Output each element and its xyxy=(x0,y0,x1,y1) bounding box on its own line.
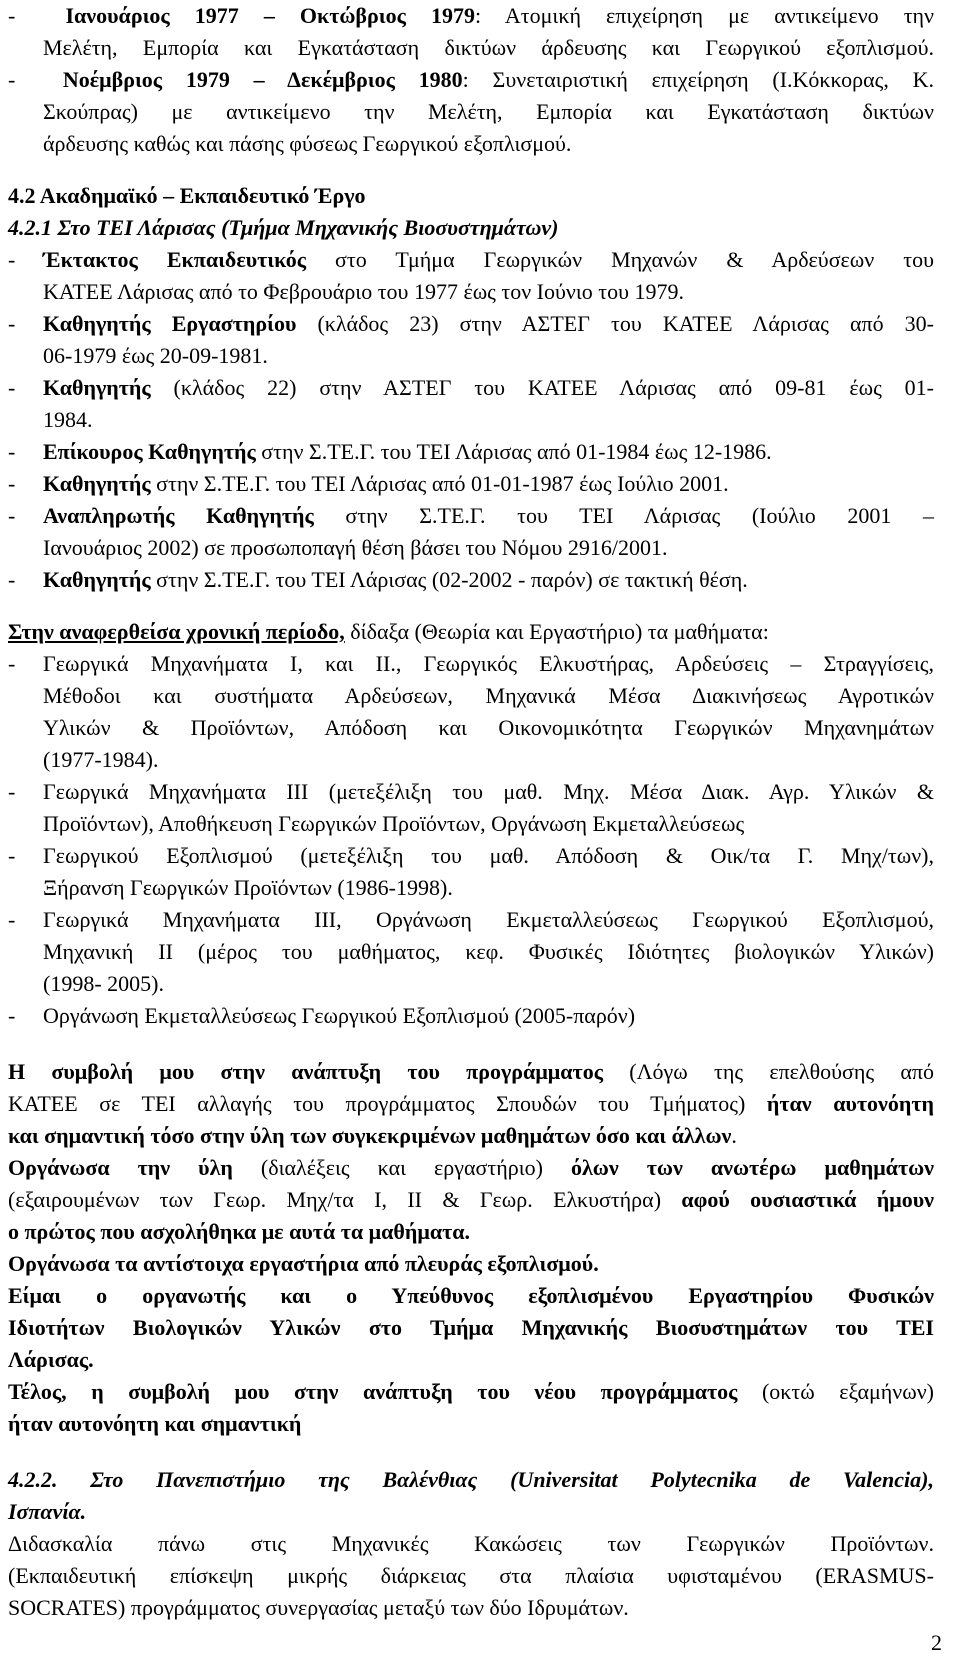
subsection-heading-cont: Ισπανία. xyxy=(8,1499,87,1524)
course-item-cont: Μηχανική ΙΙ (μέρος του μαθήματος, κεφ. Φυσικές Ιδιότητες βιολογικών Υλικών) xyxy=(43,939,934,964)
item-text: Γεωργικά Μηχανήματα ΙΙΙ (μετεξέλιξη του μαθ. Μηχ. Μέσα Διακ. Αγρ. Υλικών & xyxy=(43,779,934,804)
position-title: Καθηγητής xyxy=(43,375,151,400)
contribution-line xyxy=(8,1120,934,1152)
course-item-cont: Προϊόντων), Αποθήκευση Γεωργικών Προϊόντων, Οργάνωση Εκμεταλλεύσεως xyxy=(43,811,745,836)
position-item-cont: Ιανουάριος 2002) σε προσωποπαγή θέση βάσει του Νόμου 2916/2001. xyxy=(43,535,668,560)
position-title: Καθηγητής xyxy=(43,471,151,496)
period-label: Νοέμβριος 1979 – Δεκέμβριος 1980 xyxy=(62,67,463,92)
dash-bullet: - xyxy=(8,651,16,676)
body-line: (Εκπαιδευτική επίσκεψη μικρής διάρκειας στα πλαίσια υφισταμένου (ERASMUS- xyxy=(8,1563,934,1588)
dash-bullet: - xyxy=(8,311,16,336)
item-text: : Ατομική επιχείρηση με αντικείμενο την xyxy=(474,3,935,28)
dash-bullet: - xyxy=(8,67,63,92)
contribution-line: Ιδιοτήτων Βιολογικών Υλικών στο Τμήμα Μηχανικής Βιοσυστημάτων του ΤΕΙ xyxy=(8,1315,934,1340)
position-item-cont: ΚΑΤΕΕ Λάρισας από το Φεβρουάριο του 1977 έως τον Ιούνιο του 1979. xyxy=(43,279,684,304)
course-item-cont: Ξήρανση Γεωργικών Προϊόντων (1986-1998). xyxy=(43,875,453,900)
item-text: : Συνεταιριστική επιχείρηση (Ι.Κόκκορας, Κ. xyxy=(462,67,934,92)
position-item xyxy=(8,244,934,276)
dash-bullet: - xyxy=(8,1003,16,1028)
subsection-heading: 4.2.1 Στο ΤΕΙ Λάρισας (Τμήμα Μηχανικής Βιοσυστημάτων) xyxy=(8,215,559,240)
contribution-line: Είμαι ο οργανωτής και ο Υπεύθυνος εξοπλισμένου Εργαστηρίου Φυσικών xyxy=(8,1283,934,1308)
position-item xyxy=(8,468,934,500)
position-title: Καθηγητής xyxy=(43,567,151,592)
position-item xyxy=(8,372,934,404)
courses-intro xyxy=(8,616,934,648)
course-item xyxy=(8,648,934,680)
dash-bullet: - xyxy=(8,375,16,400)
item-text: (κλάδος 22) στην ΑΣΤΕΓ του ΚΑΤΕΕ Λάρισας από 09-81 έως 01- xyxy=(150,375,934,400)
employment-item-1-cont: Μελέτη, Εμπορία και Εγκατάσταση δικτύων άρδευσης και Γεωργικού εξοπλισμού. xyxy=(43,35,934,60)
course-item xyxy=(8,840,934,872)
course-item xyxy=(8,1000,934,1032)
period-label: Ιανουάριος 1977 – Οκτώβριος 1979 xyxy=(65,3,475,28)
dash-bullet: - xyxy=(8,779,16,804)
body-text: (εξαιρουμένων των Γεωρ. Μηχ/τα Ι, ΙΙ & Γεωρ. Ελκυστήρα) xyxy=(8,1187,682,1212)
item-text: Γεωργικού Εξοπλισμού (μετεξέλιξη του μαθ. Απόδοση & Οικ/τα Γ. Μηχ/των), xyxy=(43,843,934,868)
course-item-cont: Υλικών & Προϊόντων, Απόδοση και Οικονομικότητα Γεωργικών Μηχανημάτων xyxy=(43,715,934,740)
subsection-heading: 4.2.2. Στο Πανεπιστήμιο της Βαλένθιας (Universitat Polytecnika de Valencia), xyxy=(8,1467,934,1492)
body-text: ΚΑΤΕΕ σε ΤΕΙ αλλαγής του προγράμματος Σπουδών του Τμήματος) xyxy=(8,1091,767,1116)
item-text: στην Σ.ΤΕ.Γ. του ΤΕΙ Λάρισας από 01-1984 έως 12-1986. xyxy=(255,439,772,464)
position-item-cont: 1984. xyxy=(43,407,93,432)
contribution-line xyxy=(8,1152,934,1184)
employment-item-1 xyxy=(8,0,934,32)
dash-bullet: - xyxy=(8,907,16,932)
bold-text: όλων των ανωτέρω μαθημάτων xyxy=(571,1155,934,1180)
bold-text: αφού ουσιαστικά ήμουν xyxy=(681,1187,934,1212)
section-heading: 4.2 Ακαδημαϊκό – Εκπαιδευτικό Έργο xyxy=(8,183,366,208)
contribution-line xyxy=(8,1376,934,1408)
item-text: (κλάδος 23) στην ΑΣΤΕΓ του ΚΑΤΕΕ Λάρισας από 30- xyxy=(296,311,934,336)
employment-item-2-cont: άρδευσης καθώς και πάσης φύσεως Γεωργικού εξοπλισμού. xyxy=(43,131,572,156)
course-item xyxy=(8,904,934,936)
position-item-cont: 06-1979 έως 20-09-1981. xyxy=(43,343,268,368)
page-number: 2 xyxy=(931,1630,942,1655)
item-text: Οργάνωση Εκμεταλλεύσεως Γεωργικού Εξοπλισμού (2005-παρόν) xyxy=(43,1003,636,1028)
position-title: Αναπληρωτής Καθηγητής xyxy=(43,503,314,528)
body-text: . xyxy=(731,1123,737,1148)
item-text: στην Σ.ΤΕ.Γ. του ΤΕΙ Λάρισας (02-2002 - παρόν) σε τακτική θέση. xyxy=(150,567,748,592)
position-item xyxy=(8,436,934,468)
course-item-cont: (1977-1984). xyxy=(43,747,159,772)
position-title: Καθηγητής Εργαστηρίου xyxy=(43,311,297,336)
courses-intro-bold: Στην αναφερθείσα χρονική περίοδο, xyxy=(8,619,345,644)
position-title: Επίκουρος Καθηγητής xyxy=(43,439,256,464)
contribution-line xyxy=(8,1184,934,1216)
contribution-line xyxy=(8,1056,934,1088)
dash-bullet: - xyxy=(8,471,16,496)
bold-text: Οργάνωσα την ύλη xyxy=(8,1155,233,1180)
position-item xyxy=(8,564,934,596)
contribution-line: ο πρώτος που ασχολήθηκα με αυτά τα μαθήματα. xyxy=(8,1219,471,1244)
position-item xyxy=(8,308,934,340)
dash-bullet: - xyxy=(8,503,16,528)
body-line: Διδασκαλία πάνω στις Μηχανικές Κακώσεις των Γεωργικών Προϊόντων. xyxy=(8,1531,934,1556)
item-text: στην Σ.ΤΕ.Γ. του ΤΕΙ Λάρισας από 01-01-1987 έως Ιούλιο 2001. xyxy=(150,471,729,496)
bold-text: Η συμβολή μου στην ανάπτυξη του προγράμματος xyxy=(8,1059,603,1084)
dash-bullet: - xyxy=(8,843,16,868)
course-item-cont: (1998- 2005). xyxy=(43,971,164,996)
body-line: SOCRATES) προγράμματος συνεργασίας μεταξύ των δύο Ιδρυμάτων. xyxy=(8,1595,629,1620)
dash-bullet: - xyxy=(8,3,66,28)
dash-bullet: - xyxy=(8,247,16,272)
body-text: (οκτώ εξαμήνων) xyxy=(737,1379,934,1404)
dash-bullet: - xyxy=(8,567,16,592)
dash-bullet: - xyxy=(8,439,16,464)
courses-intro-text: δίδαξα (Θεωρία και Εργαστήριο) τα μαθήματα: xyxy=(344,619,769,644)
contribution-line: ήταν αυτονόητη και σημαντική xyxy=(8,1411,302,1436)
item-text: στην Σ.ΤΕ.Γ. του ΤΕΙ Λάρισας (Ιούλιο 2001 – xyxy=(313,503,934,528)
position-title: Έκτακτος Εκπαιδευτικός xyxy=(43,247,306,272)
body-text: (διαλέξεις και εργαστήριο) xyxy=(232,1155,571,1180)
position-item xyxy=(8,500,934,532)
contribution-line: Λάρισας. xyxy=(8,1347,94,1372)
course-item xyxy=(8,776,934,808)
bold-text: Τέλος, η συμβολή μου στην ανάπτυξη του νέου προγράμματος xyxy=(8,1379,738,1404)
item-text: Γεωργικά Μηχανήματα ΙΙΙ, Οργάνωση Εκμεταλλεύσεως Γεωργικού Εξοπλισμού, xyxy=(43,907,934,932)
item-text: στο Τμήμα Γεωργικών Μηχανών & Αρδεύσεων του xyxy=(306,247,934,272)
course-item-cont: Μέθοδοι και συστήματα Αρδεύσεων, Μηχανικά Μέσα Διακινήσεως Αγροτικών xyxy=(43,683,934,708)
contribution-line xyxy=(8,1088,934,1120)
contribution-line: Οργάνωσα τα αντίστοιχα εργαστήρια από πλευράς εξοπλισμού. xyxy=(8,1251,599,1276)
employment-item-2 xyxy=(8,64,934,96)
employment-item-2-cont: Σκούπρας) με αντικείμενο την Μελέτη, Εμπορία και Εγκατάσταση δικτύων xyxy=(43,99,934,124)
body-text: (Λόγω της επελθούσης από xyxy=(602,1059,934,1084)
item-text: Γεωργικά Μηχανήματα Ι, και ΙΙ., Γεωργικός Ελκυστήρας, Αρδεύσεις – Στραγγίσεις, xyxy=(43,651,934,676)
bold-text: ήταν αυτονόητη xyxy=(766,1091,934,1116)
bold-text: και σημαντική τόσο στην ύλη των συγκεκριμένων μαθημάτων όσο και άλλων xyxy=(8,1123,732,1148)
